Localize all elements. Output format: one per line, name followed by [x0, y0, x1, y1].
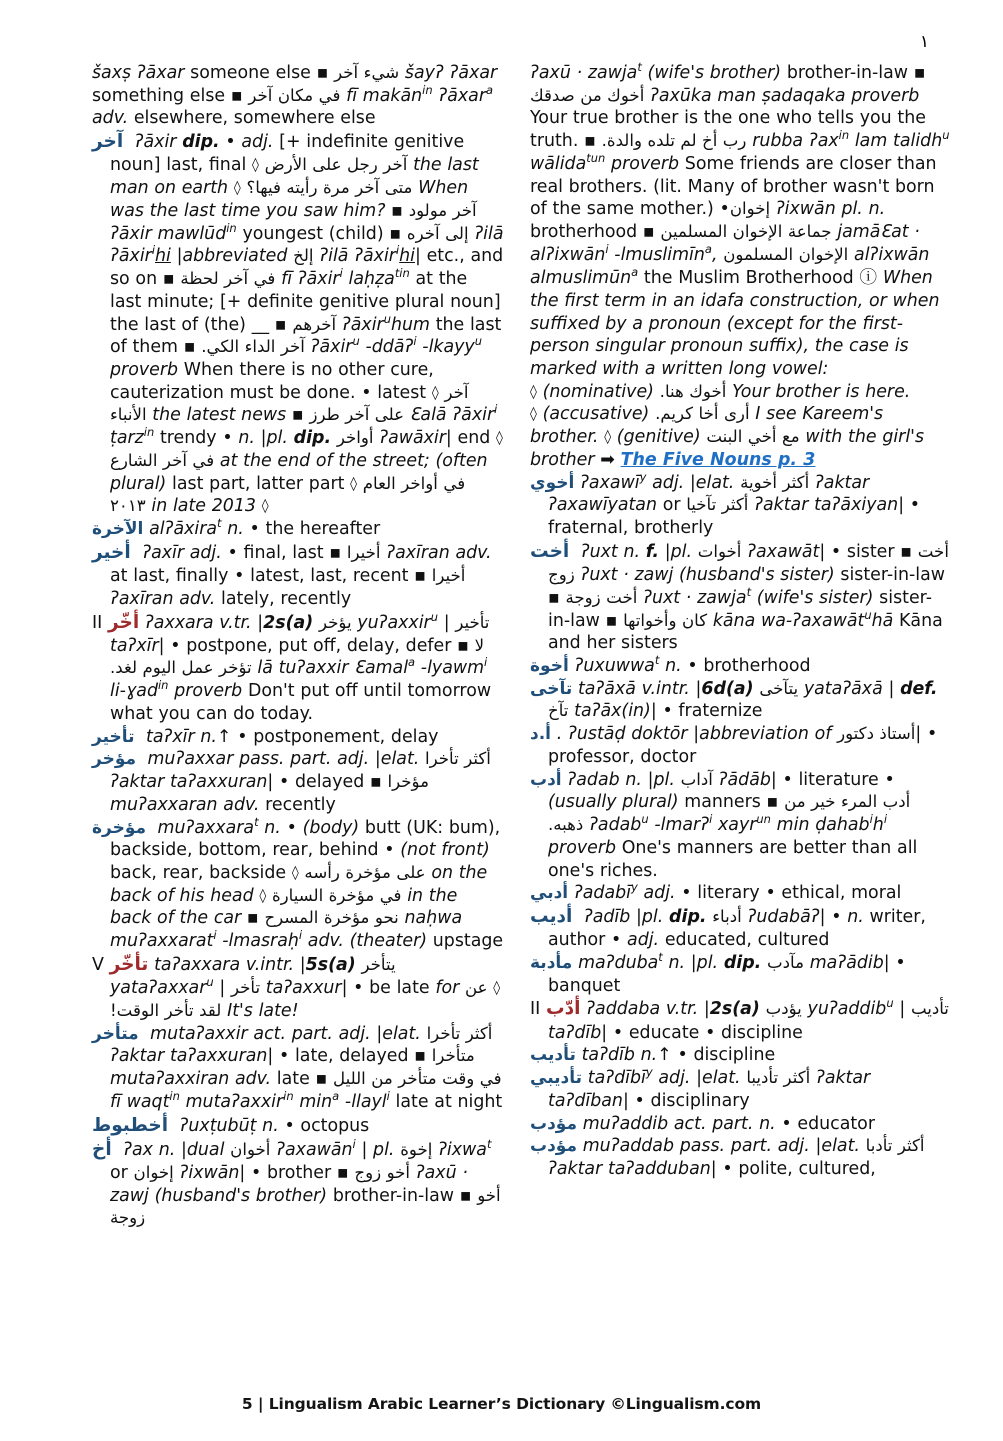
headword-taaxxara[interactable]: تأخّر [109, 953, 149, 975]
headword-tadib[interactable]: تأديب [530, 1045, 576, 1066]
headword-ax[interactable]: أخ [92, 1138, 112, 1160]
folio-arabic-numeral: ١ [919, 32, 929, 52]
entry-taaxa: تآخى taʔāxā v.intr. |6d(a) يتآخى yataʔāxā | def. تآخ taʔāx(in)| • fraternize [530, 678, 938, 722]
entry-tadib: تأديب taʔdīb n.↑ • discipline [530, 1045, 776, 1066]
headword-uxt[interactable]: أخت [530, 540, 570, 562]
entry-taxir: تأخير taʔxīr n.↑ • postponement, delay [92, 726, 439, 747]
entry-muaddib: مؤدب muʔaddib act. part. n. • educator [530, 1113, 875, 1134]
info-icon: ⓘ [859, 267, 878, 288]
entry-uxt: أخت ʔuxt n. f. |pl. أخوات ʔaxawāt| • sister ▪ أخت زوج ʔuxt · zawj (husband's sister) sister-in-law ▪ أخت زوجة ʔuxt · zawja$^t$ (wife's sister) sister-in-law ▪ كان وأخواتها kāna wa-ʔaxawāt$^u$hā Kāna and her sisters [530, 540, 949, 654]
entry-axir2: أخير ʔaxīr adj. • final, last ▪ أخيرا ʔaxīran adv. at last, finally • latest, last, recent ▪ أخيرا ʔaxīran adv. lately, recently [92, 541, 492, 609]
headword-muaxxara[interactable]: مؤخرة [92, 817, 147, 838]
headword-a-d[interactable]: أ.د [530, 724, 552, 745]
entry-uxtubut: أخطبوط ʔuxṭubūṭ n. • octopus [92, 1114, 370, 1136]
two-column-body [92, 60, 950, 1352]
entry-maduba: مأدبة maʔduba$^t$ n. |pl. dip. مآدب maʔādib| • banquet [530, 950, 906, 996]
entry-axir: آخر ʔāxir dip. • adj. [+ indefinite genitive noun] last, final ◊ آخر رجل على الأرض the last man on earth ◊ متى آخر مرة رأيته فيها؟ When was the last time you saw him? ▪ آخر مولود ʔāxir mawlūd$^{in}$ youngest (child) ▪ إلى آخره ʔilā ʔāxir$^i$hi |abbreviated إلخ ʔilā ʔāxir$^i$hi| etc., and so on ▪ في آخر لحظة fī ʔāxir$^i$ laḥẓa$^{tin}$ at the last minute; [+ definite genitive plural noun] the last of (the) __ ▪ آخرهم ʔāxir$^u$hum the last of them ▪ آخر الداء الكي. ʔāxir$^u$ -ddāʔ$^i$ -lkayy$^u$ proverb When there is no other cure, cauterization must be done. • latest ◊ آخر الأنباء the latest news ▪ على آخر طرز Ɛalā ʔāxir$^i$ ṭarz$^{in}$ trendy • n. |pl. dip. أواخر ʔawāxir| end ◊ في آخر الشارع at the end of the street; (often plural) last part, latter part ◊ في أواخر العام ٢٠١٣ in late 2013 ◊ [92, 131, 504, 517]
entry-muaddab: مؤدب muʔaddab pass. part. adj. |elat. أكثر تأدبا ʔaktar taʔadduban| • polite, cultured, [530, 1136, 925, 1180]
entry-alaxira: الآخرة alʔāxira$^t$ n. • the hereafter [92, 516, 381, 540]
headword-addaba[interactable]: أدّب [546, 998, 581, 1020]
entry-muaxxara: مؤخرة muʔaxxara$^t$ n. • (body) butt (UK: bum), backside, bottom, rear, behind • (not front) back, rear, backside ◊ على مؤخرة رأسه on the back of his head ◊ في مؤخرة السيارة in the back of the car ▪ نحو مؤخرة المسرح naḥwa muʔaxxarat$^i$ -lmasraḥ$^i$ adv. (theater) upstage [92, 814, 504, 952]
headword-taaxa[interactable]: تآخى [530, 678, 573, 699]
right-column [530, 62, 950, 1352]
entry-taaxxara: V تأخّر taʔaxxara v.intr. |5s(a) يتأخر yataʔaxxar$^u$ | تأخر taʔaxxur| • be late for عن ◊ لقد تأخر الوقت! It's late! [92, 953, 501, 1021]
page-footer: 5 | Lingualism Arabic Learner’s Dictionary ©Lingualism.com [241, 1395, 762, 1413]
headword-adab[interactable]: أدب [530, 769, 562, 790]
right-arrow-icon: ➡ [600, 449, 615, 470]
entry-adab: أدب ʔadab n. |pl. آداب ʔādāb| • literature • (usually plural) manners ▪ أدب المرء خير من ذهبه. ʔadab$^u$ -lmarʔ$^i$ xayr$^{un}$ $\min ḍahab^ih^i$ proverb One's manners are better than all one's riches. [530, 769, 918, 881]
link-five-nouns[interactable]: The Five Nouns p. 3 [620, 449, 816, 470]
headword-axir2[interactable]: أخير [92, 541, 131, 563]
entry-axawi: أخوي ʔaxawī$^y$ adj. |elat. أكثر أخوية ʔaktar ʔaxawīyatan or أكثر تآخيا ʔaktar taʔāxiyan| • fraternal, brotherly [530, 469, 921, 539]
headword-taxir[interactable]: تأخير [92, 726, 135, 747]
headword-muaxxar[interactable]: مؤخر [92, 749, 137, 770]
headword-mutaaxxir[interactable]: متأخر [92, 1023, 139, 1044]
entry-axxara: II أخّر ʔaxxara v.tr. |2s(a) يؤخر yuʔaxxir$^u$ | تأخير taʔxīr| • postpone, put off, delay, defer ▪ لا تؤخر عمل اليوم لغد. lā tuʔaxxir Ɛamal$^a$ -lyawm$^i$ li-ɣad$^{in}$ proverb Don't put off until tomorrow what you can do today. [92, 609, 492, 724]
entry-continuation-axar: šaxṣ ʔāxar someone else ▪ شيء آخر šayʔ ʔāxar something else ▪ في مكان آخر fī makān$^{in}$ ʔāxar$^a$ adv. elsewhere, somewhere else [92, 63, 498, 129]
entry-mutaaxxir: متأخر mutaʔaxxir act. part. adj. |elat. أكثر تأخرا ʔaktar taʔaxxuran| • late, delayed ▪ متأخرا mutaʔaxxiran adv. late ▪ في وقت متأخر من الليل fī waqt$^{in}$ mutaʔaxxir$^{in}$ $\min^a$ -llayl$^i$ late at night [92, 1023, 503, 1112]
entry-ax: أخ ʔax n. |dual أخوان ʔaxawān$^i$ | pl. إخوة ʔixwa$^t$ or إخوان ʔixwān| • brother ▪ أخو زوج ʔaxū · zawj (husband's brother) brother-in-law ▪ أخو زوجة [92, 1136, 501, 1228]
entry-tadibi: تأديبي taʔdībī$^y$ adj. |elat. أكثر تأديبا ʔaktar taʔdīban| • disciplinary [530, 1065, 871, 1111]
entry-a-d: أ.د . ʔustāḍ doktōr |abbreviation of أستاذ دكتور| • professor, doctor [530, 724, 938, 767]
headword-maduba[interactable]: مأدبة [530, 952, 573, 973]
headword-adabi[interactable]: أدبي [530, 883, 569, 904]
entry-addaba: II أدّب ʔaddaba v.tr. |2s(a) يؤدب yuʔaddib$^u$ | تأديب taʔdīb| • educate • discipline [530, 996, 949, 1043]
entry-continuation-ax: ʔaxū · zawja$^t$ (wife's brother) brother-in-law ▪ أخوك من صدقك ʔaxūka man ṣadaqaka proverb Your true brother is the one who tells you the truth. ▪ رب أخ لم تلده والدة. rubba ʔax$^{in}$ lam talidh$^u$ wālida$^{tun}$ proverb Some friends are closer than real brothers. (lit. Many of brother wasn't born of the same mother.) •إخوان ʔixwān pl. n. brotherhood ▪ جماعة الإخوان المسلمين jamāƐat · alʔixwān$^i$ -lmuslimīn$^a$, الإخوان المسلمون alʔixwān almuslimūn$^a$ the Muslim Brotherhood ⓘ When the first term in an idafa construction, or when suffixed by a pronoun (except for the first-person singular pronoun suffix), the case is marked with a written long vowel: ◊ (nominative) أخوك هنا. Your brother is here. ◊ (accusative) أرى أخا كريم. I see Kareem's brother. ◊ (genitive) مع أخي البنت with the girl's brother ➡ The Five Nouns p. 3 [530, 60, 950, 470]
headword-axir[interactable]: آخر [92, 131, 124, 153]
headword-tadibi[interactable]: تأديبي [530, 1068, 583, 1089]
headword-uxtubut[interactable]: أخطبوط [92, 1114, 169, 1136]
headword-alaxira[interactable]: الآخرة [92, 519, 144, 540]
headword-muaddab[interactable]: مؤدب [530, 1136, 577, 1157]
entry-uxuwwa: أخوة ʔuxuwwa$^t$ n. • brotherhood [530, 653, 811, 676]
left-column [92, 62, 504, 1352]
entry-adabi: أدبي ʔadabī$^y$ adj. • literary • ethical, moral [530, 880, 902, 904]
headword-uxuwwa[interactable]: أخوة [530, 655, 569, 676]
headword-muaddib[interactable]: مؤدب [530, 1113, 577, 1134]
headword-axawi[interactable]: أخوي [530, 472, 575, 493]
entry-adib: أديب ʔadīb |pl. dip. أدباء ʔudabāʔ| • n. writer, author • adj. educated, cultured [530, 906, 926, 951]
headword-adib[interactable]: أديب [530, 906, 573, 928]
entry-muaxxar: مؤخر muʔaxxar pass. part. adj. |elat. أكثر تأخرا ʔaktar taʔaxxuran| • delayed ▪ مؤخرا muʔaxxaran adv. recently [92, 749, 491, 815]
headword-axxara[interactable]: أخّر [108, 611, 140, 633]
